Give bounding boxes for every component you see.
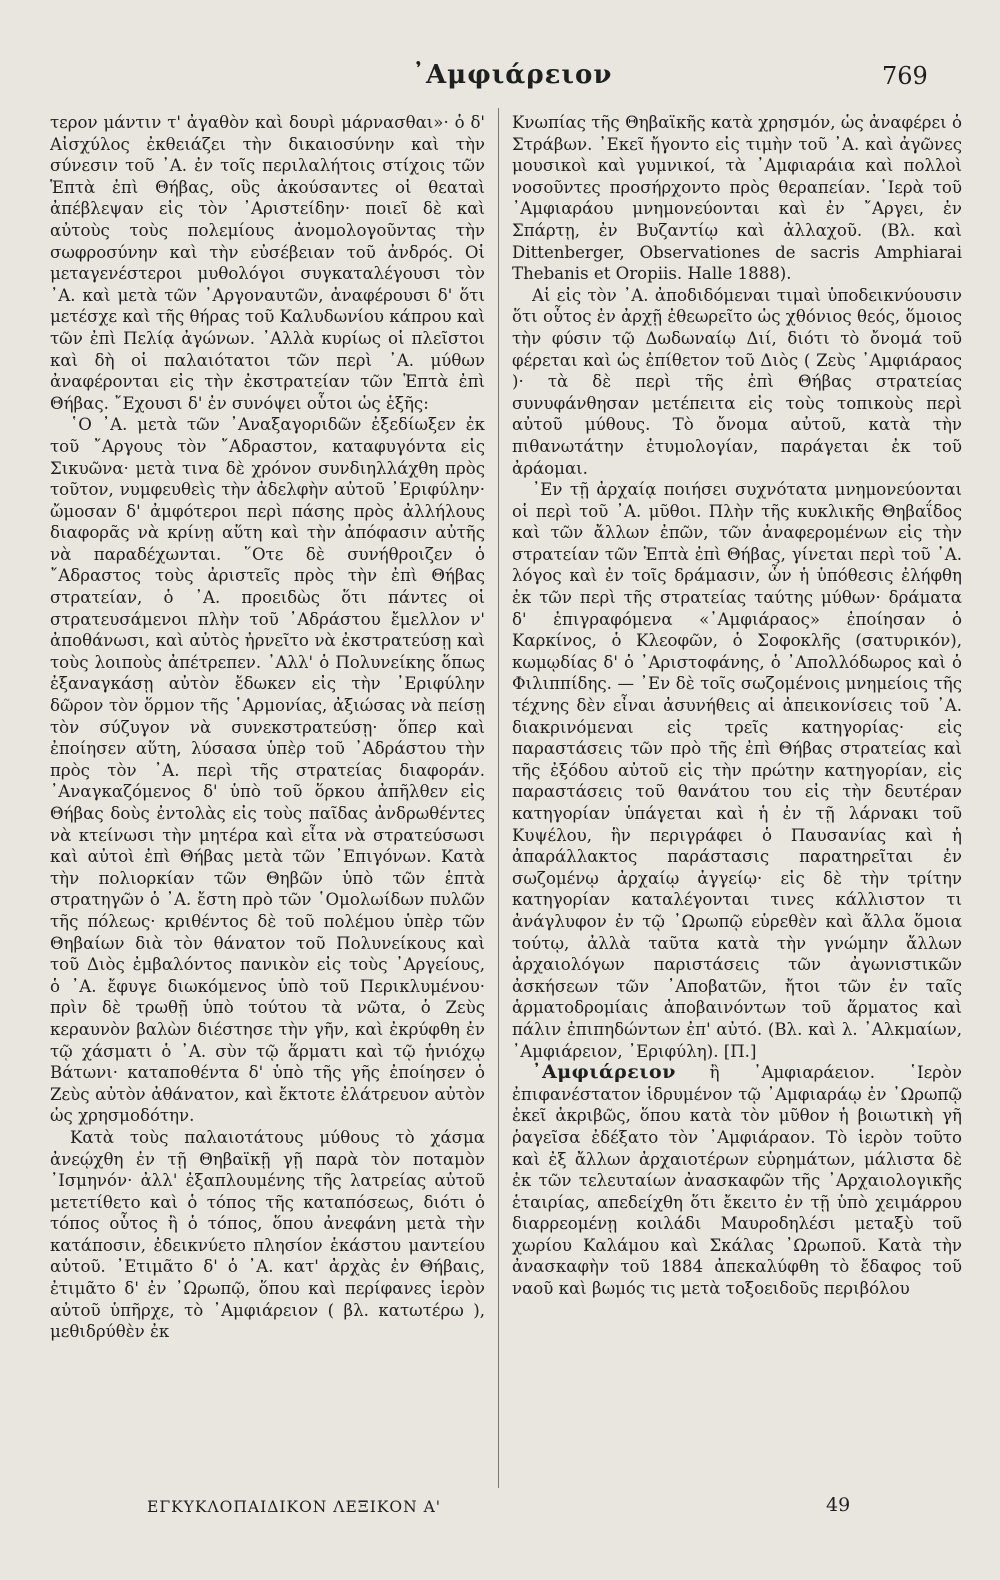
entry-text: ἢ ᾿Αμφιαράειον. ῾Ιερὸν ἐπιφανέστατον ἱδρυμένον τῷ ᾿Αμφιαράῳ ἐν ᾿Ωρωπῷ ἐκεῖ ἀκριβῶς, ὅπου κατὰ τὸν μῦθον ἡ βοιωτικὴ γῆ ῥαγεῖσα ἐδέξατο τὸν ᾿Αμφιάραον. Τὸ ἱερὸν τοῦτο καὶ ἐξ ἄλλων ἀρχαιοτέρων εὑρημάτων, μάλιστα δὲ ἐκ τῶν τελευταίων ἀνασκαφῶν τῆς ᾿Αρχαιολογικῆς ἑταιρίας, απεδείχθη ὅτι ἔκειτο ἐν τῇ ὑπὸ χειμάρρου διαρρεομένῃ κοιλάδι Μαυροδηλέσι μεταξὺ τοῦ χωρίου Καλάμου καὶ Σκάλας ᾿Ωρωποῦ. Κατὰ τὴν ἀνασκαφὴν τοῦ 1884 ἀπεκαλύφθη τὸ ἔδαφος τοῦ ναοῦ καὶ βωμός τις μετὰ τοξοειδοῦς περιβόλου bbox=[512, 1063, 962, 1299]
paragraph: Κνωπίας τῆς Θηβαϊκῆς κατὰ χρησμόν, ὡς ἀναφέρει ὁ Στράβων. ᾿Εκεῖ ἤγοντο εἰς τιμὴν τοῦ ᾿Α. καὶ ἀγῶνες μουσικοὶ καὶ γυμνικοί, τὰ ᾿Αμφιαράια καὶ πολλοὶ νοσοῦντες προσήρχοντο πρὸς θεραπείαν. ῾Ιερὰ τοῦ ᾿Αμφιαράου μνημονεύονται καὶ ἐν ῎Αργει, ἐν Σπάρτῃ, ἐν Βυζαντίῳ καὶ ἀλλαχοῦ. (Βλ. καὶ Dittenberger, Observationes de sacris Amphiarai Thebanis et Oropiis. Halle 1888). bbox=[512, 113, 962, 284]
page-footer bbox=[0, 1494, 1000, 1528]
page-number: 769 bbox=[882, 62, 928, 90]
page-header bbox=[0, 60, 1000, 100]
right-column bbox=[512, 112, 962, 1300]
paragraph: ᾿Εν τῇ ἀρχαίᾳ ποιήσει συχνότατα μνημονεύονται οἱ περὶ τοῦ ᾿Α. μῦθοι. Πλὴν τῆς κυκλικῆς Θηβαΐδος καὶ τῶν ἄλλων ἐπῶν, τῶν ἀναφερομένων εἰς τὴν στρατείαν τῶν Ἑπτὰ ἐπὶ Θήβας, γίνεται περὶ τοῦ ᾿Α. λόγος καὶ ἐν τοῖς δράμασιν, ὧν ἡ ὑπόθεσις ἐλήφθη ἐκ τῶν περὶ τῆς στρατείας ταύτης μύθων· δράματα δ' ἐπιγραφόμενα «᾿Αμφιάραος» ἐποίησαν ὁ Καρκίνος, ὁ Κλεοφῶν, ὁ Σοφοκλῆς (σατυρικόν), κωμῳδίας δ' ὁ ᾿Αριστοφάνης, ὁ ᾿Απολλόδωρος καὶ ὁ Φιλιππίδης. — ᾿Εν δὲ τοῖς σωζομένοις μνημείοις τῆς τέχνης δὲν εἶναι ἀσυνήθεις αἱ ἀπεικονίσεις τοῦ ᾿Α. διακρινόμεναι εἰς τρεῖς κατηγορίας· εἰς παραστάσεις τῶν πρὸ τῆς ἐπὶ Θήβας στρατείας καὶ τῆς ἐξόδου αὐτοῦ εἰς τὴν πρώτην κατηγορίαν, εἰς παραστάσεις τοῦ θανάτου του εἰς τὴν δευτέραν κατηγορίαν ὑπάγεται καὶ ἡ ἐν τῇ λάρνακι τοῦ Κυψέλου, ἣν περιγράφει ὁ Παυσανίας καὶ ἡ ἀπαράλλακτος παράστασις παρατηρεῖται ἐν σωζομένῳ ἀρχαίῳ ἀγγείῳ· εἰς δὲ τὴν τρίτην κατηγορίαν καταλέγονται τινες κάλλιστον τι ἀνάγλυφον ἐν τῷ ᾿Ωρωπῷ εὑρεθὲν καὶ ἄλλα ὅμοια τούτῳ, ἀλλὰ ταῦτα κατὰ τὴν γνώμην ἄλλων ἀρχαιολόγων παριστάσεις τῶν ἀγωνιστικῶν ἀσκήσεων τῶν ᾿Αποβατῶν, ἤτοι τῶν ἐν ταῖς ἁρματοδρομίαις ἀποβαινόντων τοῦ ἅρματος καὶ πάλιν ἐπιπηδώντων ἐπ' αὐτό. (Βλ. καὶ λ. ᾿Αλκμαίων, ᾿Αμφιάρειον, ᾿Εριφύλη). [Π.] bbox=[512, 480, 962, 1061]
sheet-number: 49 bbox=[826, 1494, 851, 1516]
column-divider bbox=[498, 108, 499, 1488]
paragraph: Αἱ εἰς τὸν ᾿Α. ἀποδιδόμεναι τιμαὶ ὑποδεικνύουσιν ὅτι οὗτος ἐν ἀρχῇ ἐθεωρεῖτο ὡς χθόνιος θεός, ὅμοιος τὴν φύσιν τῷ Δωδωναίῳ Διί, διότι τὸ ὄνομά τοῦ φέρεται καὶ ὡς ἐπίθετον τοῦ Διὸς ( Ζεὺς ᾿Αμφιάραος )· τὰ δὲ περὶ τῆς ἐπὶ Θήβας στρατείας συνυφάνθησαν μετέπειτα εἰς τοὺς τοπικοὺς περὶ αὐτοῦ μύθους. Τὸ ὄνομα αὐτοῦ, κατὰ τὴν πιθανωτάτην ἐτυμολογίαν, παράγεται ἐκ τοῦ ἀράομαι. bbox=[512, 285, 962, 478]
entry-paragraph bbox=[512, 1062, 962, 1300]
left-column bbox=[50, 112, 485, 1343]
footer-title: ΕΓΚΥΚΛΟΠΑΙΔΙΚΟΝ ΛΕΞΙΚΟΝ Α' bbox=[147, 1498, 442, 1516]
entry-headword: ᾿Αμφιάρειον bbox=[532, 1061, 676, 1084]
running-title: ᾿Αμφιάρειον bbox=[412, 60, 613, 90]
paragraph: ῾Ο ᾿Α. μετὰ τῶν ᾿Αναξαγοριδῶν ἐξεδίωξεν ἐκ τοῦ ῎Αργους τὸν ῎Αδραστον, καταφυγόντα εἰς Σικυῶνα· μετὰ τινα δὲ χρόνον συνδιηλλάχθη πρὸς τοῦτον, νυμφευθεὶς τὴν ἀδελφὴν αὐτοῦ ᾿Εριφύλην· ὤμοσαν δ' ἀμφότεροι περὶ πάσης πρὸς ἀλλήλους διαφορᾶς νὰ κρίνῃ αὕτη καὶ τὴν ἀπόφασιν αὐτῆς νὰ παραδέχωνται. ῞Οτε δὲ συνήθροιζεν ὁ ῎Αδραστος τοὺς ἀριστεῖς πρὸς τὴν ἐπὶ Θήβας στρατείαν, ὁ ᾿Α. προειδὼς ὅτι πάντες οἱ στρατευσάμενοι πλὴν τοῦ ᾿Αδράστου ἔμελλον ν' ἀποθάνωσι, καὶ αὐτὸς ἠρνεῖτο νὰ ἐκστρατεύσῃ καὶ τοὺς λοιποὺς ἀπέτρεπεν. ᾿Αλλ' ὁ Πολυνείκης ὅπως ἐξαναγκάσῃ αὐτὸν ἔδωκεν εἰς τὴν ᾿Εριφύλην δῶρον τὸν ὅρμον τῆς ῾Αρμονίας, ἀξιώσας νὰ πείσῃ τὸν σύζυγον νὰ συνεκστρατεύσῃ· ὅπερ καὶ ἐποίησεν αὕτη, λύσασα ὑπὲρ τοῦ ᾿Αδράστου τὴν πρὸς τὸν ᾿Α. περὶ τῆς στρατείας διαφοράν. ᾿Αναγκαζόμενος δ' ὑπὸ τοῦ ὅρκου ἀπῆλθεν εἰς Θήβας δοὺς ἐντολὰς εἰς τοὺς παῖδας ἀνδρωθέντες νὰ κτείνωσι τὴν μητέρα καὶ εἶτα νὰ στρατεύσωσι καὶ αὐτοὶ ἐπὶ Θήβας μετὰ τῶν ᾿Επιγόνων. Κατὰ τὴν πολιορκίαν τῶν Θηβῶν ὑπὸ τῶν ἑπτὰ στρατηγῶν ὁ ᾿Α. ἔστη πρὸ τῶν ῾Ομολωίδων πυλῶν τῆς πόλεως· κριθέντος δὲ τοῦ πολέμου ὑπὲρ τῶν Θηβαίων διὰ τὸν θάνατον τοῦ Πολυνείκους καὶ τοῦ Διὸς ἐμβαλόντος πανικὸν εἰς τοὺς ᾿Αργείους, ὁ ᾿Α. ἔφυγε διωκόμενος ὑπὸ τοῦ Περικλυμένου· πρὶν δὲ τρωθῇ ὑπὸ τούτου τὰ νῶτα, ὁ Ζεὺς κεραυνὸν βαλὼν διέστησε τὴν γῆν, καὶ ἐκρύφθη ἐν τῷ χάσματι ὁ ᾿Α. σὺν τῷ ἅρματι καὶ τῷ ἡνιόχῳ Βάτωνι· καταποθέντα δ' ὑπὸ τῆς γῆς ἐποίησεν ὁ Ζεὺς αὐτὸν ἀθάνατον, καὶ ἔκτοτε ἐλάτρευον αὐτὸν ὡς χρησμοδότην. bbox=[50, 415, 485, 1126]
paragraph: τερον μάντιν τ' ἀγαθὸν καὶ δουρὶ μάρνασθαι»· ὁ δ' Αἰσχύλος ἐκθειάζει τὴν δικαιοσύνην καὶ τὴν σύνεσιν τοῦ ᾿Α. ἐν τοῖς περιλαλήτοις στίχοις τῶν Ἑπτὰ ἐπὶ Θήβας, οὓς ἀκούσαντες οἱ θεαταὶ ἀπέβλεψαν εἰς τὸν ᾿Αριστείδην· ποιεῖ δὲ καὶ αὐτοὺς τοὺς πολεμίους ἀνομολογοῦντας τὴν σωφροσύνην καὶ τὴν εὐσέβειαν τοῦ ἀνδρός. Οἱ μεταγενέστεροι μυθολόγοι συγκαταλέγουσι τὸν ᾿Α. καὶ μετὰ τῶν ᾿Αργοναυτῶν, ἀναφέρουσι δ' ὅτι μετέσχε καὶ τῆς θήρας τοῦ Καλυδωνίου κάπρου καὶ τῶν ἐπὶ Πελίᾳ ἀγώνων. ᾿Αλλὰ κυρίως οἱ πλεῖστοι καὶ δὴ οἱ παλαιότατοι τῶν περὶ ᾿Α. μύθων ἀναφέρονται εἰς τὴν ἐκστρατείαν τῶν Ἑπτὰ ἐπὶ Θήβας. ῎Εχουσι δ' ἐν συνόψει οὗτοι ὡς ἑξῆς: bbox=[50, 113, 485, 413]
paragraph: Κατὰ τοὺς παλαιοτάτους μύθους τὸ χάσμα ἀνεῴχθη ἐν τῇ Θηβαϊκῇ γῇ παρὰ τὸν ποταμὸν ᾿Ισμηνόν· ἀλλ' ἐξαπλουμένης τῆς λατρείας αὐτοῦ μετετίθετο καὶ ὁ τόπος τῆς καταπόσεως, διότι ὁ τόπος οὗτος ἢ ὁ τόπος, ὅπου ἀνεφάνη μετὰ τὴν κατάποσιν, ἐδεικνύετο πλησίον ἑκάστου μαντείου αὐτοῦ. ᾿Ετιμᾶτο δ' ὁ ᾿Α. κατ' ἀρχὰς ἐν Θήβαις, ἐτιμᾶτο δ' ἐν ᾿Ωρωπῷ, ὅπου καὶ περίφανες ἱερὸν αὐτοῦ ὑπῆρχε, τὸ ᾿Αμφιάρειον ( βλ. κατωτέρω ), μεθιδρύθὲν ἐκ bbox=[50, 1127, 485, 1342]
